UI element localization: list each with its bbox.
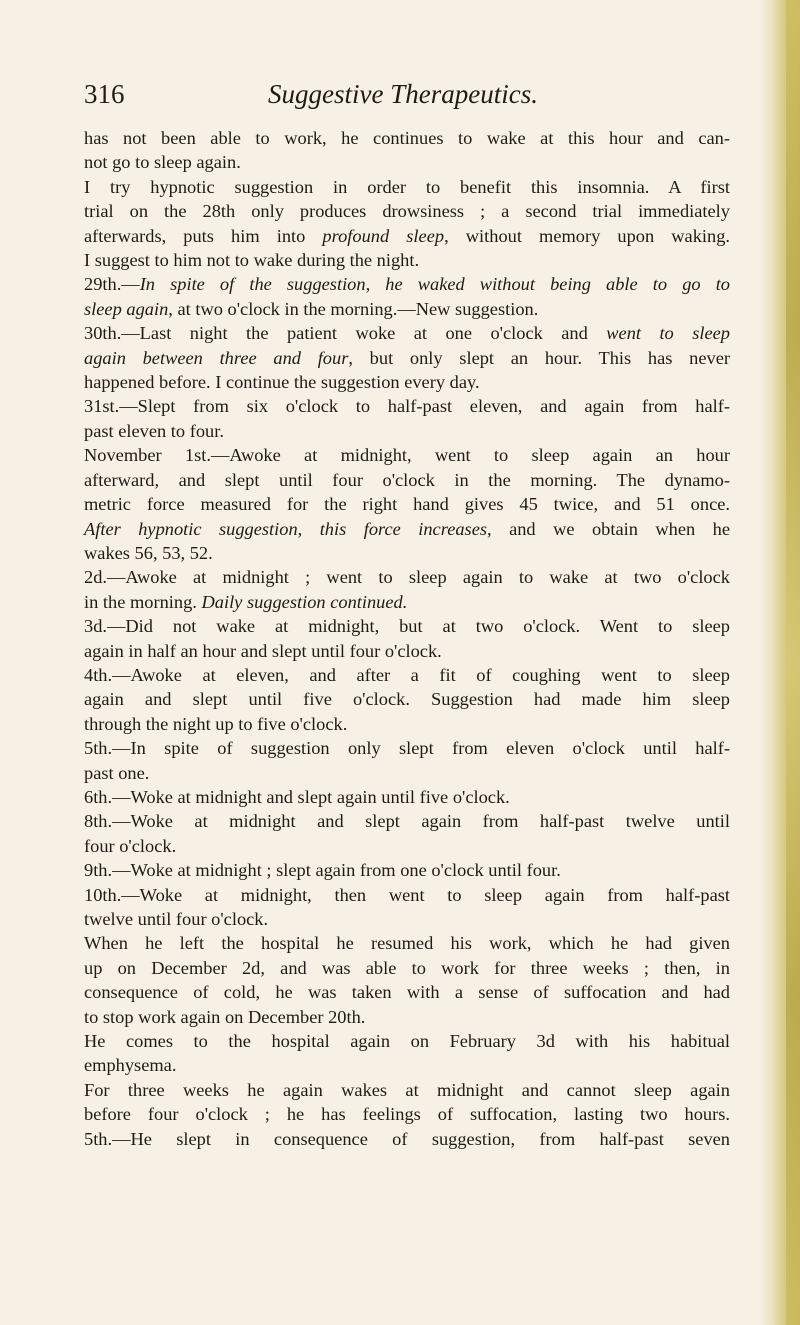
text-line: trial on the 28th only produces drowsiness ; a second trial immediately [84,201,730,222]
text-line: before four o'clock ; he has feelings of suffocation, lasting two hours. [84,1104,730,1125]
page-number: 316 [84,79,125,109]
text-line: sleep again, at two o'clock in the morning.—New suggestion. [84,298,539,319]
text-line: consequence of cold, he was taken with a sense of suffocation and had [84,982,730,1003]
text-line: four o'clock. [84,835,177,856]
text-line: happened before. I continue the suggestion every day. [84,372,480,393]
text-line: For three weeks he again wakes at midnight and cannot sleep again [84,1079,730,1100]
text-line: When he left the hospital he resumed his work, which he had given [84,933,730,954]
text-line: again between three and four, but only slept an hour. This has never [84,347,730,368]
text-line: past one. [84,762,150,783]
text-line: wakes 56, 53, 52. [84,542,213,563]
text-line: up on December 2d, and was able to work for three weeks ; then, in [84,957,730,978]
text-line: 2d.—Awoke at midnight ; went to sleep again to wake at two o'clock [84,567,730,588]
text-line: After hypnotic suggestion, this force increases, and we obtain when he [84,518,730,539]
text-line: 29th.—In spite of the suggestion, he waked without being able to go to [84,274,730,295]
text-line: 9th.—Woke at midnight ; slept again from one o'clock until four. [84,860,561,881]
text-line: 5th.—He slept in consequence of suggestion, from half-past seven [84,1128,730,1149]
text-line: 3d.—Did not wake at midnight, but at two o'clock. Went to sleep [84,616,730,637]
page-header [84,76,730,112]
text-line: to stop work again on December 20th. [84,1006,366,1027]
text-line: has not been able to work, he continues to wake at this hour and can- [84,128,730,148]
text-line: I suggest to him not to wake during the night. [84,250,420,271]
text-line: not go to sleep again. [84,152,241,173]
text-line: 31st.—Slept from six o'clock to half-past eleven, and again from half- [84,396,730,417]
text-line: afterwards, puts him into profound sleep, without memory upon waking. [84,225,731,246]
text-line: through the night up to five o'clock. [84,713,348,734]
gilt-edge [786,0,800,1325]
text-line: in the morning. Daily suggestion continued. [84,591,408,612]
text-line: past eleven to four. [84,420,224,441]
text-line: 8th.—Woke at midnight and slept again from half-past twelve until [84,811,730,832]
text-line: afterward, and slept until four o'clock in the morning. The dynamo- [84,469,730,490]
text-line: 6th.—Woke at midnight and slept again until five o'clock. [84,786,510,807]
text-line: twelve until four o'clock. [84,909,269,929]
running-title: Suggestive Therapeutics. [268,79,538,109]
text-line: again and slept until five o'clock. Suggestion had made him sleep [84,689,730,710]
text-line: again in half an hour and slept until four o'clock. [84,640,442,661]
text-line: 30th.—Last night the patient woke at one o'clock and went to sleep [84,323,730,344]
text-line: I try hypnotic suggestion in order to benefit this insomnia. A first [84,176,730,197]
text-line: He comes to the hospital again on February 3d with his habitual [84,1031,730,1052]
text-line: emphysema. [84,1055,177,1076]
text-line: 4th.—Awoke at eleven, and after a fit of coughing went to sleep [84,664,730,685]
body-text [84,126,730,1151]
text-line: metric force measured for the right hand gives 45 twice, and 51 once. [84,494,730,515]
text-line: 5th.—In spite of suggestion only slept from eleven o'clock until half- [84,738,730,759]
text-line: 10th.—Woke at midnight, then went to sleep again from half-past [84,884,730,905]
text-line: November 1st.—Awoke at midnight, went to sleep again an hour [84,445,730,466]
